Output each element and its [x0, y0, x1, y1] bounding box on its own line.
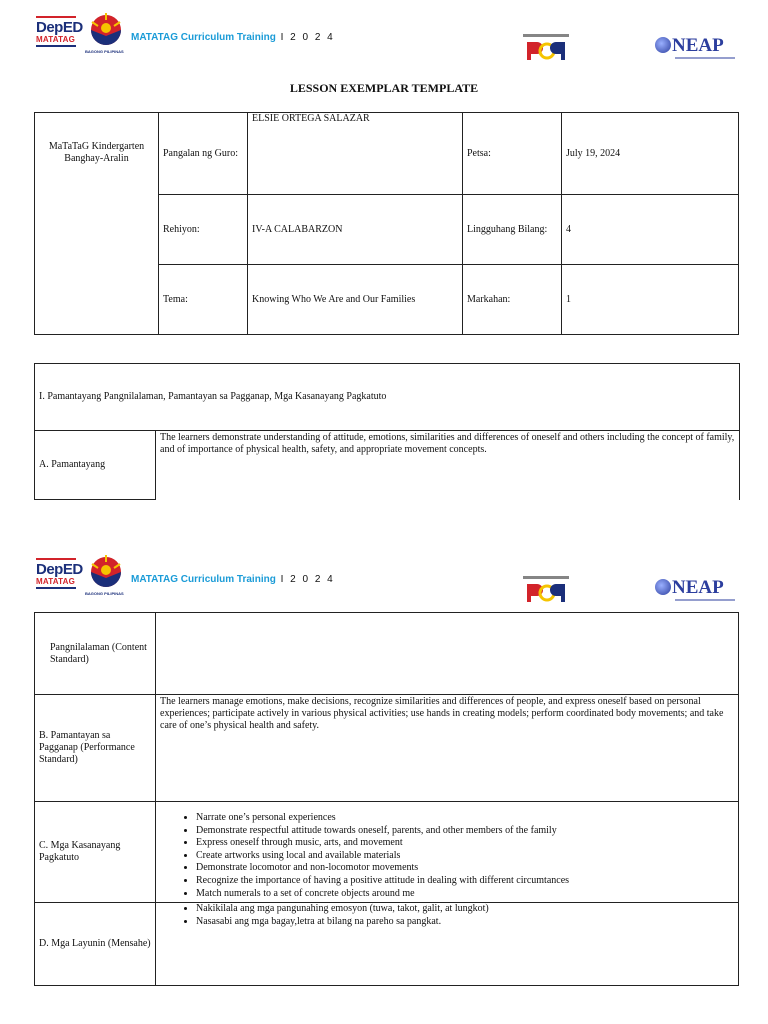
matatag-wordmark: MATATAG [36, 35, 76, 44]
program-cell: MaTaTaG Kindergarten Banghay-Aralin [35, 113, 159, 335]
objectives-label: D. Mga Layunin (Mensahe) [35, 903, 156, 986]
list-item: • Demonstrate respectful attitude towards oneself, parents, and other members of the family [196, 825, 734, 838]
list-item: • Demonstrate locomotor and non-locomotor movements [196, 862, 734, 875]
week-value: 4 [562, 195, 739, 265]
region-value: IV-A CALABARZON [248, 195, 463, 265]
standards-table [34, 612, 739, 986]
matatag-wordmark-2: MATATAG [36, 577, 76, 586]
teacher-value: ELSIE ORTEGA SALAZAR [248, 113, 463, 195]
list-item: • Create artworks using local and available materials [196, 850, 734, 863]
performance-standard-text: The learners manage emotions, make decisions, recognize similarities and differences of people, and express oneself based on personal experiences; participate actively in various physical activities; use hands in creating models; perform coordinated body movements; and take care of one’s physical health and safety. [156, 695, 739, 802]
learning-competencies-cell [156, 802, 739, 903]
learning-competencies-list [160, 812, 734, 900]
list-item: • Express oneself through music, arts, and movement [196, 837, 734, 850]
globe-icon [655, 37, 671, 53]
deped-wordmark: DepED [36, 19, 83, 36]
objectives-cell [156, 903, 739, 986]
deped-wordmark-2: DepED [36, 561, 83, 578]
quarter-value: 1 [562, 265, 739, 335]
globe-icon [655, 579, 671, 595]
neap-logo: NEAP [655, 35, 724, 57]
date-value: July 19, 2024 [562, 113, 739, 195]
theme-value: Knowing Who We Are and Our Families [248, 265, 463, 335]
a-label: A. Pamantayang [35, 431, 156, 500]
deped-logo-2 [36, 558, 84, 589]
list-item: • Narrate one’s personal experiences [196, 812, 734, 825]
list-item: • Match numerals to a set of concrete objects around me [196, 888, 734, 901]
info-table [34, 112, 739, 335]
pcq-logo [523, 34, 569, 62]
section1-table [34, 363, 740, 500]
content-standard-value [156, 613, 739, 695]
performance-standard-label: B. Pamantayan sa Pagganap (Performance Standard) [35, 695, 156, 802]
bagong-pilipinas-text: BAGONG PILIPINAS [85, 49, 124, 54]
learning-competencies-label: C. Mga Kasanayang Pagkatuto [35, 802, 156, 903]
pcq-logo-2 [523, 576, 569, 604]
region-label: Rehiyon: [159, 195, 248, 265]
list-item: • Nasasabi ang mga bagay,letra at bilang na pareho sa pangkat. [196, 916, 734, 929]
list-item: • Nakikilala ang mga pangunahing emosyon (tuwa, takot, galit, at lungkot) [196, 903, 734, 916]
objectives-list [160, 903, 734, 928]
content-standard-label: Pangnilalaman (Content Standard) [35, 613, 156, 695]
list-item: • Recognize the importance of having a positive attitude in dealing with different circumtances [196, 875, 734, 888]
page-title: LESSON EXEMPLAR TEMPLATE [289, 81, 479, 95]
week-label: Lingguhang Bilang: [463, 195, 562, 265]
a-text: The learners demonstrate understanding of attitude, emotions, similarities and differences of oneself and others including the concept of family, and of importance of physical health, safety, and appropriate movement concepts. [156, 431, 740, 500]
teacher-label: Pangalan ng Guro: [159, 113, 248, 195]
curriculum-training-label: MATATAG Curriculum Training I 2 0 2 4 [131, 32, 335, 43]
date-label: Petsa: [463, 113, 562, 195]
quarter-label: Markahan: [463, 265, 562, 335]
neap-logo-2: NEAP [655, 577, 724, 599]
deped-logo [36, 16, 84, 47]
bagong-pilipinas-text-2: BAGONG PILIPINAS [85, 591, 124, 596]
section1-heading: I. Pamantayang Pangnilalaman, Pamantayan sa Pagganap, Mga Kasanayang Pagkatuto [35, 364, 740, 431]
theme-label: Tema: [159, 265, 248, 335]
curriculum-training-label-2: MATATAG Curriculum Training I 2 0 2 4 [131, 574, 335, 585]
